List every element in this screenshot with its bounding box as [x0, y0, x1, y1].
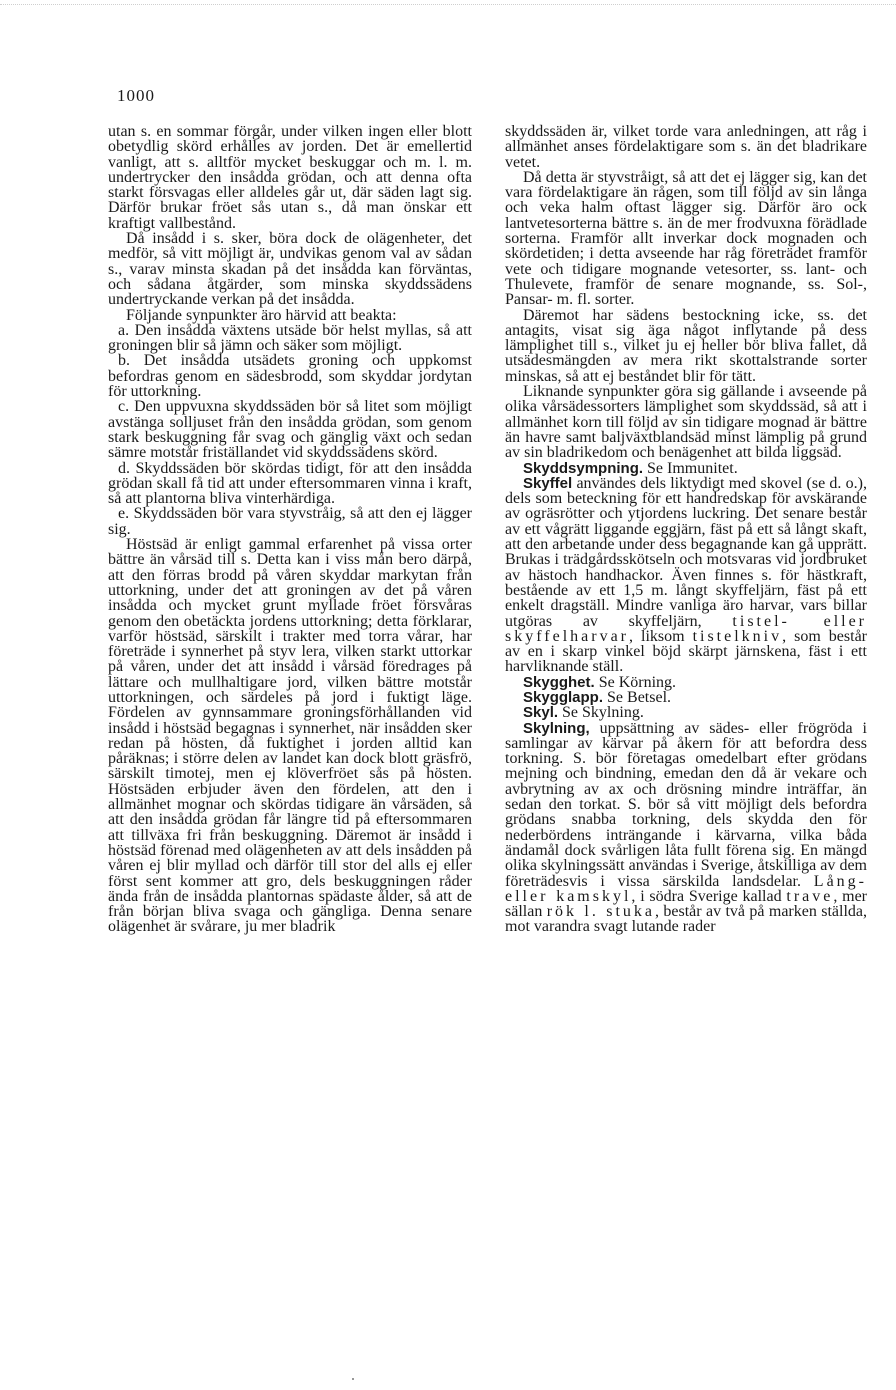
entry-text: , mer sällan: [505, 887, 868, 921]
entry-text: , som består av en i skarp vinkel böjd skärpt järnskena, fäst i ett harvliknande ställ.: [505, 627, 867, 676]
list-item-b: b. Det insådda utsädets groning och uppkomst befordras genom en sädesbrodd, som skyddar jordytan för uttorkning.: [108, 352, 472, 401]
entry-skygghet: [505, 675, 867, 690]
entry-skyddsympning: [505, 461, 867, 476]
entry-text: Se Immunitet.: [643, 459, 738, 477]
entry-text: Se Körning.: [594, 673, 677, 691]
list-item-e: e. Skyddssäden bör vara styvstråig, så att den ej lägger sig.: [108, 505, 472, 538]
list-item-a: a. Den insådda växtens utsäde bör helst myllas, så att groningen blir så jämn och säker som möjligt.: [108, 321, 472, 355]
spaced-term: rök l. stuka: [546, 903, 656, 921]
headword: Skyl.: [523, 704, 559, 722]
paragraph: utan s. en sommar förgår, under vilken ingen eller blott obetydlig skörd erhålles av jorden. Det är emellertid vanligt, att s. alltför mycket beskuggar och m. l. m. undertrycker den insådda grödan, och att denna ofta starkt försvagas eller alldeles går ut, där säden lagt sig. Därför brukar fröet sås utan s., då man önskar ett kraftigt vallbestånd.: [108, 123, 472, 232]
entry-text: Se Betsel.: [603, 688, 672, 706]
list-item-c: c. Den uppvuxna skyddssäden bör så litet som möjligt avstänga solljuset från den insådda grödan, som genom stark beskuggning får svag och gänglig växt och sedan sämre motstår friställandet vid skyddssädens skörd.: [108, 398, 472, 462]
entry-text: uppsättning av sädes- eller frögröda i samlingar av kärvar på åkern för att befordra dess torkning. S. bör företagas omedelbart efter grödans mejning och bindning, emedan den då är vekare och avbrytning av ax och drösning mindre inträffar, än sedan den torkat. S. bör så vitt möjligt dels befordra grödans snabba torkning, dels skydda den för nederbördens inträngande i kärvarna, vilka båda ändamål dock svårligen låta fullt förena sig. En mängd olika skylningssätt användas i Sverige, åtskilliga av dem företrädesvis i vissa särskilda landsdelar.: [505, 719, 867, 890]
left-column: [108, 124, 472, 935]
entry-text: , i södra Sverige kallad: [631, 887, 787, 905]
entry-skyffel: [505, 476, 867, 675]
paragraph: Då insådd i s. sker, böra dock de olägenheter, det medför, så vitt möjligt är, undvikas genom val av sådan s., varav minsta skadan på det insådda kan förväntas, och sådana åtgärder, som minska skyddssädens undertryckande verkan på det insådda.: [108, 230, 472, 309]
paragraph: skyddssäden är, vilket torde vara anledningen, att råg i allmänhet anses fördelaktigare som s. än det bladrikare vetet.: [505, 123, 867, 171]
entry-skyl: [505, 705, 867, 720]
paragraph: Däremot har sädens bestockning icke, ss. det antagits, visat sig äga något inflytande på dess lämplighet till s., vilket ju ej heller bör bliva fallet, då utsädesmängden av mera rikt skottalstrande sorter minskas, så att ej beståndet blir för tätt.: [505, 306, 867, 385]
right-column: [505, 124, 867, 935]
headword: Skyffel: [523, 474, 573, 492]
entry-skylning: [505, 721, 867, 935]
headword: Skygghet.: [523, 673, 595, 691]
paragraph: Liknande synpunkter göra sig gällande i avseende på olika vårsädessorters lämplighet som skyddssäd, så att i allmänhet korn till följd av sin tidigare mognad är bättre än havre samt baljväxtblandsäd minst lämplig på grund av sin bladrikedom och benägenhet att bilda liggsäd.: [505, 383, 867, 462]
paragraph: Höstsäd är enligt gammal erfarenhet på vissa orter bättre än vårsäd till s. Detta kan i viss mån bero därpå, att den förras brodd på våren skyddar markytan från uttorkning, under det att groningen av det på våren insådda och mycket grunt myllade fröet försvåras genom den obetäckta jordens uttorkning; detta förklarar, varför höstsäd, särskilt i trakter med torra vårar, har företräde i synnerhet på styv lera, vilken starkt uttorkar på våren, under det att insådd i vårsäd föredrages på lättare och mullhaltigare jord, vilken bättre motstår uttorkningen, och särdeles på jord i fuktigt läge. Fördelen av gynnsammare groningsförhållanden vid insådd i höstsäd begagnas i synnerhet, när insådden sker redan på hösten, då fuktighet i jorden alltid kan påräknas; i större delen av landet kan dock blott gräsfrö, särskilt timotej, men ej klöverfröet sås på hösten. Höstsäden erbjuder även den fördelen, att den i allmänhet mognar och skördas tidigare än vårsäden, så att den insådda grödan får längre tid på eftersommaren att tillväxa fri från beskuggning. Däremot är insådd i höstsäd förenad med olägenheten av att dels insådden på våren ej blir myllad och därför till stor del alls ej eller först sent kommer att gro, dels beskuggningen råder ända från de insådda plantornas spädaste ålder, så att de från början bliva svaga och gängliga. Denna senare olägenhet är svårare, ju mer bladrik: [108, 536, 472, 936]
page-number: 1000: [117, 86, 155, 105]
entry-text: , liksom: [629, 627, 693, 645]
top-rule: [0, 4, 896, 5]
scan-speck: [352, 1378, 354, 1380]
headword: Skylning,: [523, 719, 590, 737]
spaced-term: trave: [786, 887, 834, 905]
entry-text: , består av två på marken ställda, mot varandra svagt lutande rader: [505, 903, 867, 936]
paragraph: Följande synpunkter äro härvid att beakta:: [126, 306, 397, 324]
entry-text: Se Skylning.: [558, 704, 644, 722]
spaced-term: tistelkniv: [692, 627, 783, 645]
headword: Skyddsympning.: [523, 459, 644, 477]
spaced-term: Lång- eller kamskyl: [505, 872, 867, 905]
list-item-d: d. Skyddssäden bör skördas tidigt, för att den insådda grödan skall få tid att under eftersommaren vinna i kraft, så att plantorna bliva vinterhärdiga.: [108, 459, 472, 508]
entry-skygglapp: [505, 690, 867, 705]
spaced-term: tistel- eller skyffelharvar: [505, 612, 868, 645]
entry-text: användes dels liktydigt med skovel (se d. o.), dels som beteckning för ett handredskap för avskärande av ogräsrötter och ytjordens luckring. Det senare består av ett vågrätt liggande eggjärn, fäst på ett så långt skaft, att den arbetande under dess begagnande kan gå upprätt. Brukas i trädgårdsskötseln och motsvaras vid jordbruket av hästoch handhackor. Även finnes s. för hästkraft, bestående av ett 1,5 m. långt skyffeljärn, fäst på ett enkelt dragställ. Mindre vanliga äro harvar, vars billar utgöras av skyffeljärn,: [505, 474, 867, 630]
headword: Skygglapp.: [523, 688, 604, 706]
paragraph: Då detta är styvstråigt, så att det ej lägger sig, kan det vara fördelaktigare än rågen, som till följd av sin långa och veka halm oftast lägger sig. Därför äro ock lantvetesorterna bättre s. än de mer frodvuxna förädlade sorterna. Framför allt inverkar dock mognaden och skördetiden; i detta avseende har råg företrädet framför vete och tidigare mognande vetesorter, ss. lant- och Thulevete, framför de senare mognande, ss. Sol-, Pansar- m. fl. sorter.: [505, 168, 867, 309]
